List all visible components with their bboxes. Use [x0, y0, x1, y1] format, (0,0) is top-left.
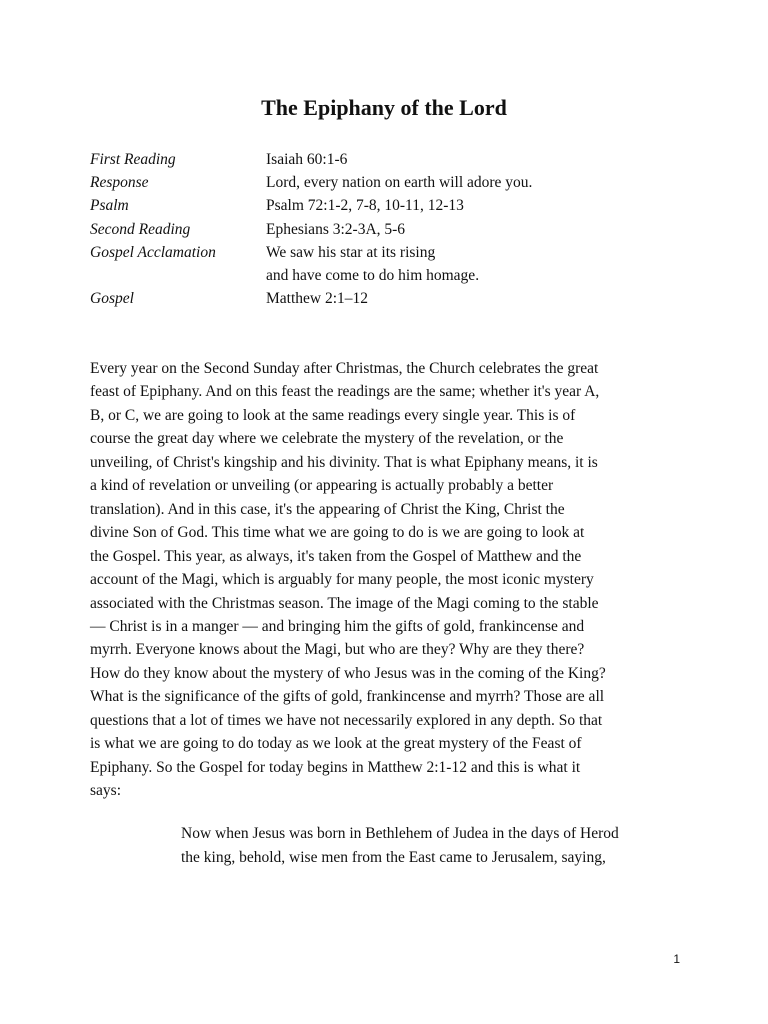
paragraph-line: Every year on the Second Sunday after Christmas, the Church celebrates the great	[90, 360, 599, 377]
body-paragraph	[90, 357, 680, 803]
reading-value-line: Psalm 72:1-2, 7-8, 10-11, 12-13	[266, 197, 464, 215]
reading-value	[266, 194, 690, 217]
paragraph-line: How do they know about the mystery of who Jesus was in the coming of the King?	[90, 664, 606, 682]
quote-line: the king, behold, wise men from the East came to Jerusalem, saying,	[181, 849, 606, 866]
reading-value-line: Isaiah 60:1-6	[266, 151, 348, 168]
reading-label: Second Reading	[90, 220, 191, 238]
reading-label: Psalm	[90, 197, 129, 215]
reading-value-line: Matthew 2:1–12	[266, 290, 369, 308]
reading-value-line: We saw his star at its rising	[266, 243, 436, 261]
gospel-quote	[181, 822, 701, 870]
page-number: 1	[673, 952, 680, 966]
paragraph-line: questions that a lot of times we have not necessarily explored in any depth. So that	[90, 711, 603, 729]
readings-table	[90, 148, 690, 310]
reading-row	[90, 241, 690, 287]
reading-row	[90, 287, 690, 310]
paragraph-line: feast of Epiphany. And on this feast the readings are the same; whether it's year A,	[90, 383, 600, 401]
reading-row	[90, 171, 690, 194]
reading-value	[266, 241, 690, 287]
document-title: The Epiphany of the Lord	[261, 95, 507, 120]
paragraph-line: associated with the Christmas season. The image of the Magi coming to the stable	[90, 594, 599, 612]
paragraph-line: says:	[90, 782, 121, 800]
paragraph-line: unveiling, of Christ's kingship and his divinity. That is what Epiphany means, it is	[90, 453, 598, 471]
reading-value	[266, 218, 690, 241]
paragraph-line: translation). And in this case, it's the appearing of Christ the King, Christ the	[90, 500, 565, 518]
paragraph-line: — Christ is in a manger — and bringing him the gifts of gold, frankincense and	[90, 617, 585, 635]
reading-value-line: and have come to do him homage.	[266, 267, 480, 285]
paragraph-line: account of the Magi, which is arguably for many people, the most iconic mystery	[90, 571, 594, 589]
quote-line: Now when Jesus was born in Bethlehem of Judea in the days of Herod	[181, 825, 619, 842]
paragraph-line: is what we are going to do today as we look at the great mystery of the Feast of	[90, 735, 582, 753]
reading-value-line: Ephesians 3:2-3A, 5-6	[266, 220, 406, 238]
reading-row	[90, 194, 690, 217]
reading-value	[266, 171, 690, 194]
paragraph-line: What is the significance of the gifts of gold, frankincense and myrrh? Those are all	[90, 688, 605, 706]
reading-label: First Reading	[90, 151, 176, 168]
paragraph-line: Epiphany. So the Gospel for today begins in Matthew 2:1-12 and this is what it	[90, 758, 581, 776]
paragraph-line: divine Son of God. This time what we are going to do is we are going to look at	[90, 524, 585, 542]
reading-value-line: Lord, every nation on earth will adore you.	[266, 174, 533, 192]
reading-row	[90, 218, 690, 241]
paragraph-line: course the great day where we celebrate the mystery of the revelation, or the	[90, 430, 564, 448]
reading-value	[266, 287, 690, 310]
reading-value	[266, 148, 690, 171]
reading-label: Response	[90, 174, 149, 192]
paragraph-line: B, or C, we are going to look at the same readings every single year. This is of	[90, 406, 576, 424]
paragraph-line: the Gospel. This year, as always, it's taken from the Gospel of Matthew and the	[90, 547, 582, 565]
reading-label: Gospel	[90, 290, 134, 308]
reading-label: Gospel Acclamation	[90, 243, 216, 261]
reading-row	[90, 148, 690, 171]
paragraph-line: myrrh. Everyone knows about the Magi, but who are they? Why are they there?	[90, 641, 585, 659]
paragraph-line: a kind of revelation or unveiling (or appearing is actually probably a better	[90, 477, 554, 495]
